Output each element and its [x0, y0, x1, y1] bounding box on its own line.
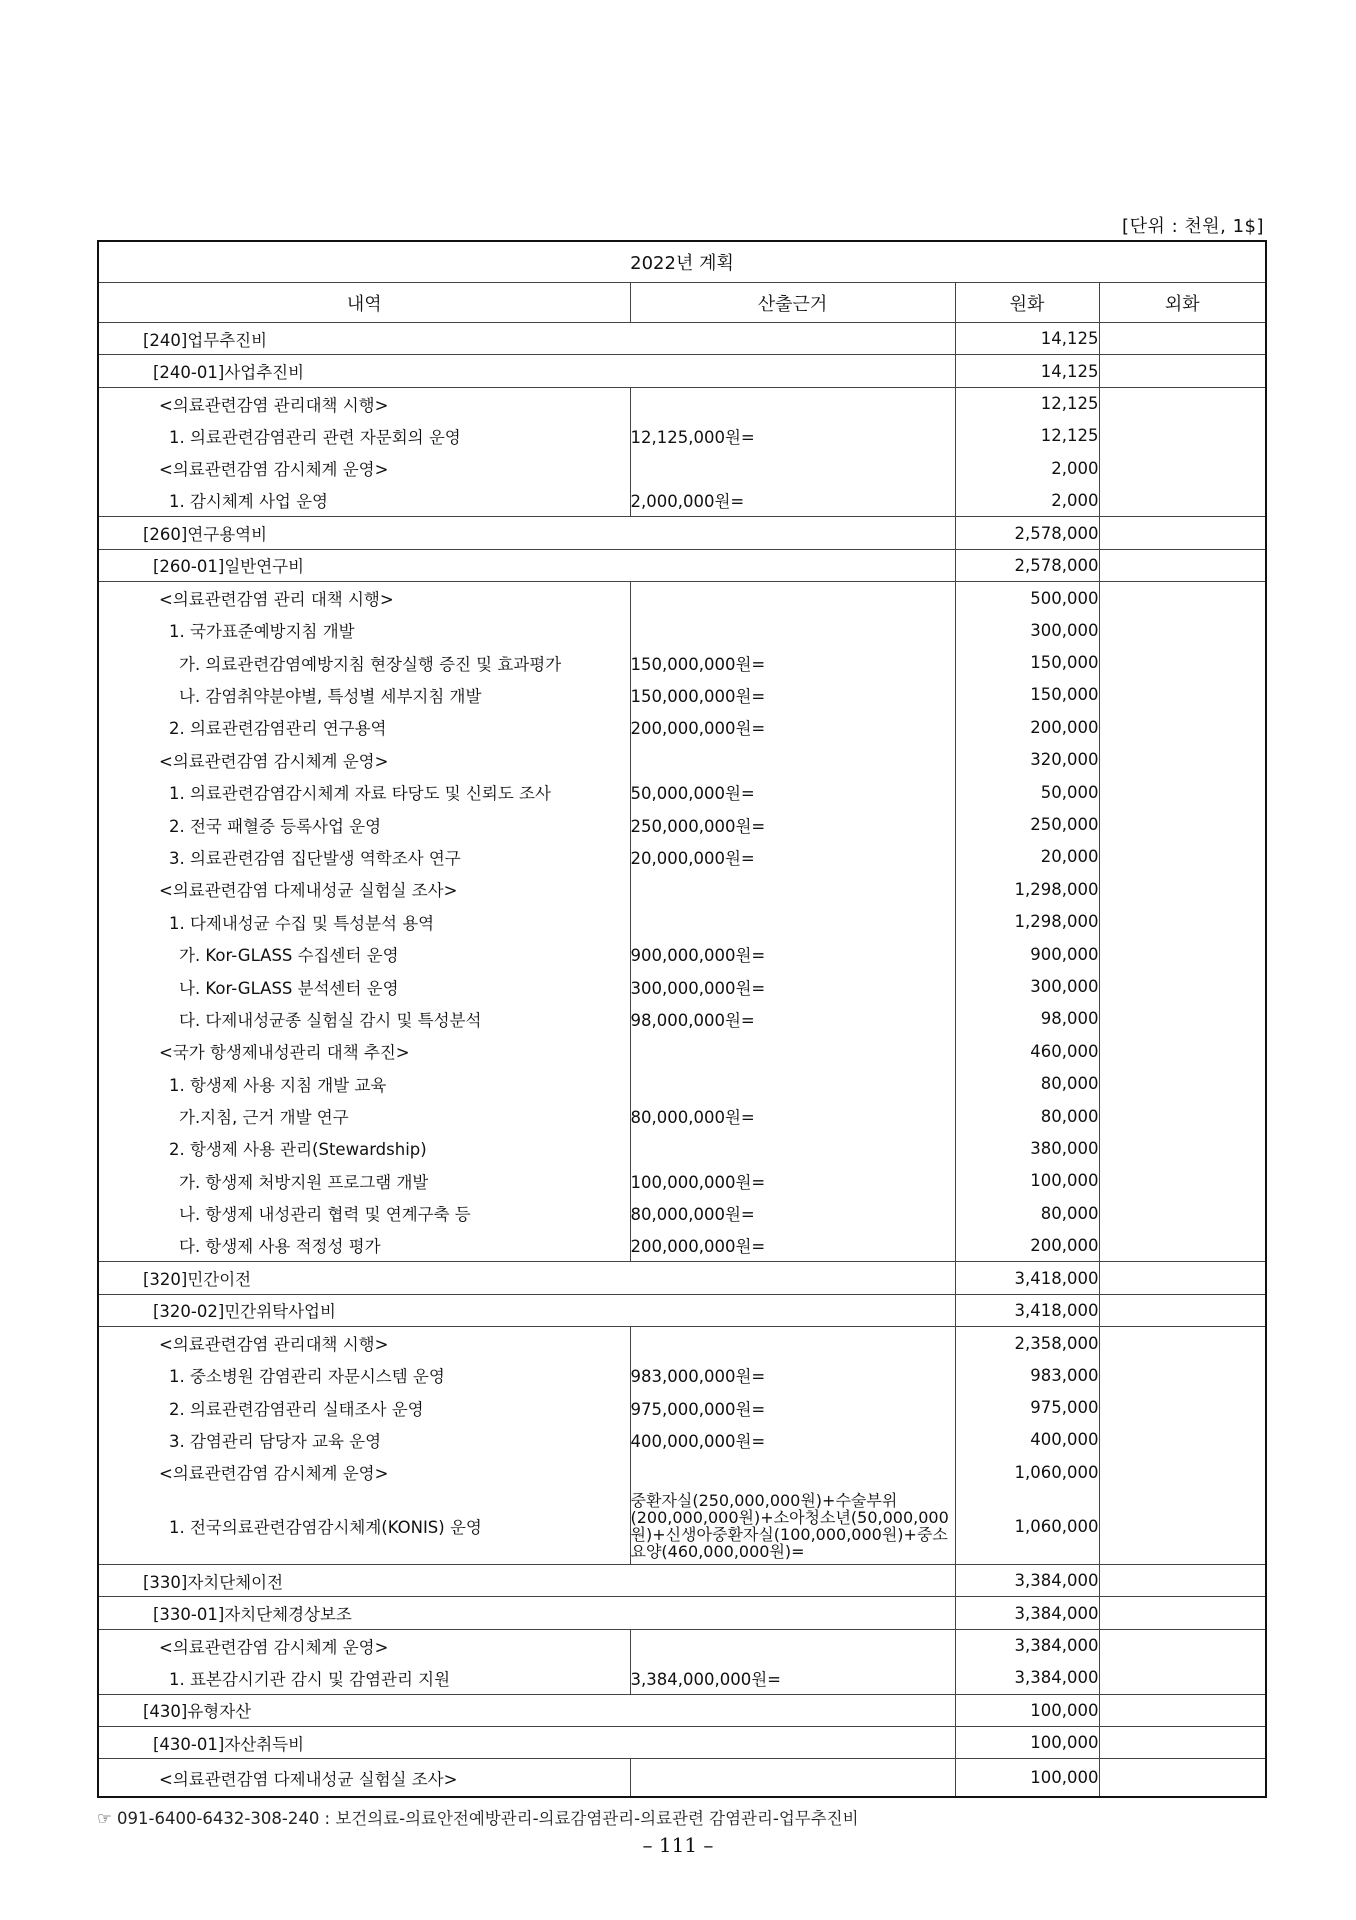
row-foreign-amount: [1099, 1067, 1266, 1099]
row-basis: 50,000,000원=: [630, 776, 955, 808]
table-row: [98, 1035, 1266, 1067]
row-krw-amount: 300,000: [955, 614, 1099, 646]
row-foreign-amount: [1099, 1424, 1266, 1456]
row-basis: 900,000,000원=: [630, 938, 955, 970]
table-row: [98, 1565, 1266, 1597]
row-item-name: 1. 전국의료관련감염감시체계(KONIS) 운영: [98, 1489, 630, 1565]
row-krw-amount: 80,000: [955, 1100, 1099, 1132]
row-basis: 100,000,000원=: [630, 1165, 955, 1197]
table-header-row: [98, 283, 1266, 323]
row-item-name: 1. 항생제 사용 지침 개발 교육: [98, 1067, 630, 1099]
row-basis: 20,000,000원=: [630, 841, 955, 873]
row-foreign-amount: [1099, 452, 1266, 484]
row-foreign-amount: [1099, 873, 1266, 905]
table-row: [98, 1132, 1266, 1164]
row-krw-amount: 80,000: [955, 1197, 1099, 1229]
row-krw-amount: 12,125: [955, 387, 1099, 419]
row-krw-amount: 100,000: [955, 1694, 1099, 1726]
row-foreign-amount: [1099, 970, 1266, 1002]
row-basis: [630, 873, 955, 905]
table-row: [98, 420, 1266, 452]
table-row: [98, 387, 1266, 419]
table-row: [98, 679, 1266, 711]
row-basis: 200,000,000원=: [630, 711, 955, 743]
row-item-name: <의료관련감염 관리대책 시행>: [98, 1327, 630, 1359]
row-item-name: 가. 의료관련감염예방지침 현장실행 증진 및 효과평가: [98, 646, 630, 678]
row-basis: 983,000,000원=: [630, 1359, 955, 1391]
header-krw: 원화: [955, 283, 1099, 323]
row-krw-amount: 2,000: [955, 452, 1099, 484]
row-foreign-amount: [1099, 1727, 1266, 1759]
table-row: [98, 1727, 1266, 1759]
row-foreign-amount: [1099, 1327, 1266, 1359]
row-foreign-amount: [1099, 517, 1266, 549]
row-krw-amount: 250,000: [955, 808, 1099, 840]
row-foreign-amount: [1099, 1229, 1266, 1261]
row-foreign-amount: [1099, 1197, 1266, 1229]
row-krw-amount: 50,000: [955, 776, 1099, 808]
row-item-name: 1. 중소병원 감염관리 자문시스템 운영: [98, 1359, 630, 1391]
row-basis: [630, 582, 955, 614]
row-foreign-amount: [1099, 323, 1266, 355]
row-basis: [630, 1067, 955, 1099]
row-foreign-amount: [1099, 1662, 1266, 1694]
table-row: [98, 1100, 1266, 1132]
row-krw-amount: 14,125: [955, 355, 1099, 387]
row-krw-amount: 100,000: [955, 1727, 1099, 1759]
row-item-name: 1. 다제내성균 수집 및 특성분석 용역: [98, 906, 630, 938]
row-foreign-amount: [1099, 1132, 1266, 1164]
table-row: [98, 1229, 1266, 1261]
table-row: [98, 744, 1266, 776]
row-krw-amount: 900,000: [955, 938, 1099, 970]
row-basis: 975,000,000원=: [630, 1391, 955, 1423]
row-foreign-amount: [1099, 549, 1266, 581]
table-row: [98, 355, 1266, 387]
row-foreign-amount: [1099, 1165, 1266, 1197]
row-basis: [630, 614, 955, 646]
row-item-name: <의료관련감염 다제내성균 실험실 조사>: [98, 873, 630, 905]
row-foreign-amount: [1099, 744, 1266, 776]
row-krw-amount: 500,000: [955, 582, 1099, 614]
table-row: [98, 1424, 1266, 1456]
row-item-name: 가. Kor-GLASS 수집센터 운영: [98, 938, 630, 970]
row-basis: 12,125,000원=: [630, 420, 955, 452]
row-foreign-amount: [1099, 906, 1266, 938]
table-row: [98, 841, 1266, 873]
row-item-name: 3. 의료관련감염 집단발생 역학조사 연구: [98, 841, 630, 873]
table-row: [98, 1262, 1266, 1294]
row-foreign-amount: [1099, 808, 1266, 840]
row-foreign-amount: [1099, 1003, 1266, 1035]
row-basis: 중환자실(250,000,000원)+수술부위(200,000,000원)+소아청소년(50,000,000원)+신생아중환자실(100,000,000원)+중소요양(460,000,000원)=: [630, 1489, 955, 1565]
row-basis: 3,384,000,000원=: [630, 1662, 955, 1694]
row-krw-amount: 14,125: [955, 323, 1099, 355]
row-foreign-amount: [1099, 1597, 1266, 1629]
row-foreign-amount: [1099, 679, 1266, 711]
row-krw-amount: 400,000: [955, 1424, 1099, 1456]
table-row: [98, 808, 1266, 840]
row-item-name: 1. 국가표준예방지침 개발: [98, 614, 630, 646]
row-item-name: 2. 항생제 사용 관리(Stewardship): [98, 1132, 630, 1164]
table-body: [98, 323, 1266, 1797]
header-item: 내역: [98, 283, 630, 323]
row-krw-amount: 380,000: [955, 1132, 1099, 1164]
row-item-name: [330-01]자치단체경상보조: [98, 1597, 955, 1629]
row-krw-amount: 2,578,000: [955, 517, 1099, 549]
row-basis: 2,000,000원=: [630, 484, 955, 516]
unit-label: [단위 : 천원, 1$]: [1122, 216, 1264, 237]
row-item-name: 1. 의료관련감염관리 관련 자문회의 운영: [98, 420, 630, 452]
row-basis: 150,000,000원=: [630, 679, 955, 711]
table-row: [98, 970, 1266, 1002]
table-row: [98, 1489, 1266, 1565]
row-krw-amount: 200,000: [955, 1229, 1099, 1261]
table-row: [98, 1197, 1266, 1229]
page-number: – 111 –: [642, 1833, 714, 1857]
table-row: [98, 1629, 1266, 1661]
row-basis: [630, 906, 955, 938]
row-item-name: [240-01]사업추진비: [98, 355, 955, 387]
row-basis: [630, 452, 955, 484]
header-basis: 산출근거: [630, 283, 955, 323]
row-basis: [630, 1327, 955, 1359]
row-item-name: [330]자치단체이전: [98, 1565, 955, 1597]
table-row: [98, 1327, 1266, 1359]
row-item-name: <의료관련감염 관리대책 시행>: [98, 387, 630, 419]
table-title: 2022년 계획: [98, 241, 1266, 283]
table-row: [98, 1456, 1266, 1488]
table-row: [98, 1662, 1266, 1694]
row-item-name: 나. 감염취약분야별, 특성별 세부지침 개발: [98, 679, 630, 711]
row-krw-amount: 20,000: [955, 841, 1099, 873]
row-krw-amount: 150,000: [955, 679, 1099, 711]
row-foreign-amount: [1099, 484, 1266, 516]
table-row: [98, 776, 1266, 808]
table-row: [98, 1597, 1266, 1629]
table-row: [98, 582, 1266, 614]
table-title-row: [98, 241, 1266, 283]
header-foreign: 외화: [1099, 283, 1266, 323]
row-krw-amount: 460,000: [955, 1035, 1099, 1067]
row-item-name: [260]연구용역비: [98, 517, 955, 549]
row-foreign-amount: [1099, 1100, 1266, 1132]
row-foreign-amount: [1099, 1359, 1266, 1391]
row-basis: [630, 1132, 955, 1164]
row-foreign-amount: [1099, 582, 1266, 614]
row-krw-amount: 3,384,000: [955, 1565, 1099, 1597]
row-foreign-amount: [1099, 646, 1266, 678]
row-item-name: 1. 의료관련감염감시체계 자료 타당도 및 신뢰도 조사: [98, 776, 630, 808]
row-foreign-amount: [1099, 1262, 1266, 1294]
table-row: [98, 873, 1266, 905]
table-row: [98, 646, 1266, 678]
row-foreign-amount: [1099, 1759, 1266, 1797]
table-row: [98, 1165, 1266, 1197]
row-krw-amount: 1,298,000: [955, 873, 1099, 905]
table-row: [98, 1067, 1266, 1099]
row-foreign-amount: [1099, 776, 1266, 808]
row-item-name: 3. 감염관리 담당자 교육 운영: [98, 1424, 630, 1456]
row-krw-amount: 80,000: [955, 1067, 1099, 1099]
footer-code-path: ☞ 091-6400-6432-308-240 : 보건의료-의료안전예방관리-의료감염관리-의료관련 감염관리-업무추진비: [97, 1809, 859, 1828]
row-krw-amount: 3,384,000: [955, 1597, 1099, 1629]
row-item-name: <의료관련감염 감시체계 운영>: [98, 1629, 630, 1661]
row-basis: 80,000,000원=: [630, 1197, 955, 1229]
row-foreign-amount: [1099, 1294, 1266, 1326]
row-foreign-amount: [1099, 614, 1266, 646]
row-krw-amount: 300,000: [955, 970, 1099, 1002]
table-row: [98, 1294, 1266, 1326]
table-row: [98, 1694, 1266, 1726]
row-krw-amount: 1,298,000: [955, 906, 1099, 938]
row-krw-amount: 12,125: [955, 420, 1099, 452]
row-item-name: [430]유형자산: [98, 1694, 955, 1726]
row-foreign-amount: [1099, 938, 1266, 970]
row-basis: 300,000,000원=: [630, 970, 955, 1002]
table-row: [98, 906, 1266, 938]
row-item-name: 나. Kor-GLASS 분석센터 운영: [98, 970, 630, 1002]
table-row: [98, 614, 1266, 646]
row-foreign-amount: [1099, 711, 1266, 743]
row-item-name: <국가 항생제내성관리 대책 추진>: [98, 1035, 630, 1067]
table-row: [98, 1003, 1266, 1035]
row-basis: 200,000,000원=: [630, 1229, 955, 1261]
table-row: [98, 452, 1266, 484]
row-foreign-amount: [1099, 1629, 1266, 1661]
row-foreign-amount: [1099, 420, 1266, 452]
row-item-name: [320]민간이전: [98, 1262, 955, 1294]
row-basis: [630, 1759, 955, 1797]
row-item-name: <의료관련감염 감시체계 운영>: [98, 744, 630, 776]
table-row: [98, 938, 1266, 970]
row-krw-amount: 2,000: [955, 484, 1099, 516]
table-row: [98, 711, 1266, 743]
row-krw-amount: 1,060,000: [955, 1489, 1099, 1565]
row-krw-amount: 100,000: [955, 1165, 1099, 1197]
row-basis: 98,000,000원=: [630, 1003, 955, 1035]
row-item-name: <의료관련감염 감시체계 운영>: [98, 452, 630, 484]
row-item-name: 1. 표본감시기관 감시 및 감염관리 지원: [98, 1662, 630, 1694]
row-item-name: 2. 의료관련감염관리 연구용역: [98, 711, 630, 743]
row-item-name: <의료관련감염 다제내성균 실험실 조사>: [98, 1759, 630, 1797]
row-krw-amount: 320,000: [955, 744, 1099, 776]
table-row: [98, 1759, 1266, 1797]
row-item-name: 다. 항생제 사용 적정성 평가: [98, 1229, 630, 1261]
row-item-name: 2. 의료관련감염관리 실태조사 운영: [98, 1391, 630, 1423]
row-foreign-amount: [1099, 1391, 1266, 1423]
row-item-name: [430-01]자산취득비: [98, 1727, 955, 1759]
table-row: [98, 484, 1266, 516]
table-row: [98, 1391, 1266, 1423]
row-item-name: [320-02]민간위탁사업비: [98, 1294, 955, 1326]
row-basis: 80,000,000원=: [630, 1100, 955, 1132]
table-row: [98, 1359, 1266, 1391]
row-item-name: 가.지침, 근거 개발 연구: [98, 1100, 630, 1132]
row-foreign-amount: [1099, 1456, 1266, 1488]
row-foreign-amount: [1099, 355, 1266, 387]
table-row: [98, 323, 1266, 355]
row-krw-amount: 983,000: [955, 1359, 1099, 1391]
budget-table: [97, 240, 1267, 1798]
row-item-name: 2. 전국 패혈증 등록사업 운영: [98, 808, 630, 840]
row-basis: [630, 1629, 955, 1661]
row-foreign-amount: [1099, 1489, 1266, 1565]
row-krw-amount: 1,060,000: [955, 1456, 1099, 1488]
row-krw-amount: 2,358,000: [955, 1327, 1099, 1359]
row-item-name: 다. 다제내성균종 실험실 감시 및 특성분석: [98, 1003, 630, 1035]
row-basis: 250,000,000원=: [630, 808, 955, 840]
row-basis: 150,000,000원=: [630, 646, 955, 678]
row-krw-amount: 3,418,000: [955, 1262, 1099, 1294]
row-item-name: 가. 항생제 처방지원 프로그램 개발: [98, 1165, 630, 1197]
row-basis: [630, 1035, 955, 1067]
row-item-name: 나. 항생제 내성관리 협력 및 연계구축 등: [98, 1197, 630, 1229]
row-krw-amount: 975,000: [955, 1391, 1099, 1423]
table-row: [98, 549, 1266, 581]
row-foreign-amount: [1099, 387, 1266, 419]
row-krw-amount: 98,000: [955, 1003, 1099, 1035]
row-basis: 400,000,000원=: [630, 1424, 955, 1456]
row-krw-amount: 3,384,000: [955, 1629, 1099, 1661]
row-foreign-amount: [1099, 1565, 1266, 1597]
row-foreign-amount: [1099, 1694, 1266, 1726]
table-row: [98, 517, 1266, 549]
row-basis: [630, 744, 955, 776]
row-foreign-amount: [1099, 841, 1266, 873]
row-krw-amount: 100,000: [955, 1759, 1099, 1797]
row-basis: [630, 387, 955, 419]
row-krw-amount: 2,578,000: [955, 549, 1099, 581]
row-krw-amount: 150,000: [955, 646, 1099, 678]
row-foreign-amount: [1099, 1035, 1266, 1067]
row-item-name: [260-01]일반연구비: [98, 549, 955, 581]
row-krw-amount: 200,000: [955, 711, 1099, 743]
row-item-name: <의료관련감염 감시체계 운영>: [98, 1456, 630, 1488]
row-krw-amount: 3,418,000: [955, 1294, 1099, 1326]
row-item-name: [240]업무추진비: [98, 323, 955, 355]
row-krw-amount: 3,384,000: [955, 1662, 1099, 1694]
row-item-name: <의료관련감염 관리 대책 시행>: [98, 582, 630, 614]
row-basis: [630, 1456, 955, 1488]
row-item-name: 1. 감시체계 사업 운영: [98, 484, 630, 516]
